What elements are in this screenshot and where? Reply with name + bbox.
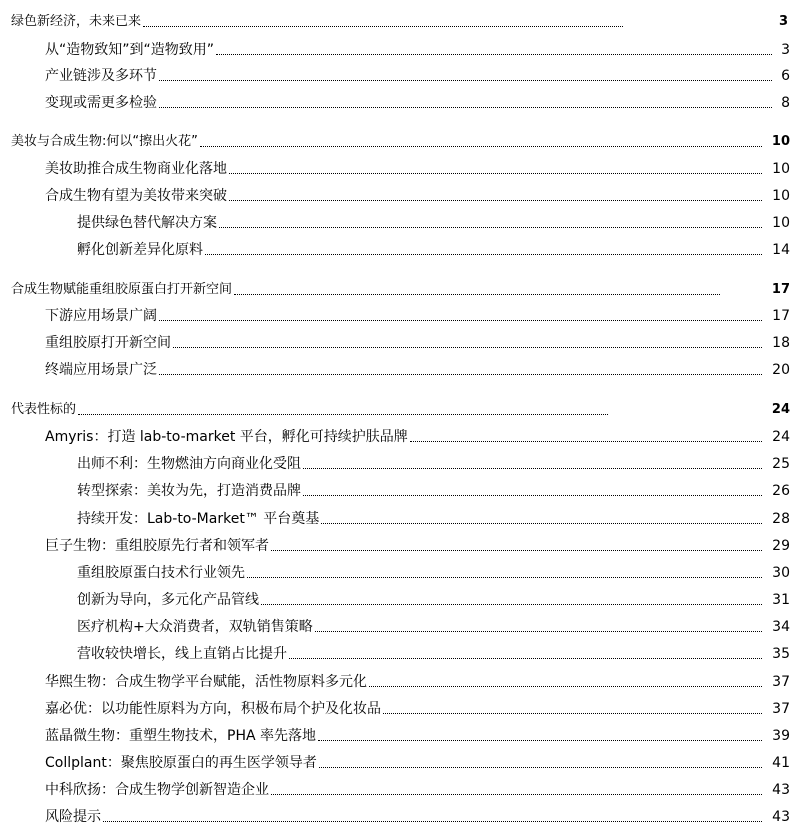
toc-entry-page: 18 xyxy=(772,335,790,351)
toc-entry[interactable] xyxy=(0,211,802,231)
toc-leader xyxy=(315,631,762,632)
toc-entry-page: 24 xyxy=(771,402,790,417)
toc-leader xyxy=(219,227,762,228)
toc-entry-page: 24 xyxy=(772,429,790,445)
toc-leader xyxy=(289,658,762,659)
toc-leader xyxy=(159,80,772,81)
toc-entry-page: 28 xyxy=(772,511,790,527)
toc-leader xyxy=(229,173,762,174)
toc-entry[interactable] xyxy=(0,425,802,445)
toc-leader xyxy=(247,577,762,578)
toc-entry[interactable] xyxy=(0,724,802,744)
toc-entry[interactable] xyxy=(0,10,802,30)
toc-entry-title: Amyris：打造 lab-to-market 平台，孵化可持续护肤品牌 xyxy=(45,429,408,445)
toc-leader xyxy=(173,347,762,348)
toc-entry-page: 35 xyxy=(772,646,790,662)
toc-entry[interactable] xyxy=(0,805,802,825)
toc-entry-title: 医疗机构+大众消费者，双轨销售策略 xyxy=(77,619,313,635)
toc-entry-title: 美妆与合成生物:何以“擦出火花” xyxy=(11,134,198,149)
toc-entry-title: 重组胶原蛋白技术行业领先 xyxy=(77,565,245,581)
toc-leader xyxy=(303,495,762,496)
toc-entry-page: 20 xyxy=(772,362,790,378)
toc-entry[interactable] xyxy=(0,615,802,635)
toc-entry-page: 34 xyxy=(772,619,790,635)
toc-entry-page: 29 xyxy=(772,538,790,554)
toc-leader xyxy=(369,686,762,687)
toc-leader xyxy=(261,604,762,605)
toc-entry-page: 41 xyxy=(772,755,790,771)
toc-entry-page: 14 xyxy=(772,242,790,258)
toc-leader xyxy=(271,794,762,795)
toc-entry[interactable] xyxy=(0,130,802,150)
toc-entry-title: 代表性标的 xyxy=(11,402,77,417)
toc-entry-title: 转型探索：美妆为先，打造消费品牌 xyxy=(77,483,301,499)
toc-entry-title: 中科欣扬：合成生物学创新智造企业 xyxy=(45,782,269,798)
toc-entry-title: 营收较快增长，线上直销占比提升 xyxy=(77,646,287,662)
toc-entry[interactable] xyxy=(0,507,802,527)
toc-entry-title: 风险提示 xyxy=(45,809,101,825)
toc-entry-title: Collplant：聚焦胶原蛋白的再生医学领导者 xyxy=(45,755,317,771)
toc-entry[interactable] xyxy=(0,91,802,111)
toc-entry-page: 37 xyxy=(772,674,790,690)
toc-entry-page: 10 xyxy=(772,188,790,204)
toc-entry[interactable] xyxy=(0,184,802,204)
toc-entry[interactable] xyxy=(0,670,802,690)
toc-entry[interactable] xyxy=(0,479,802,499)
toc-entry-title: 合成生物有望为美妆带来突破 xyxy=(45,188,227,204)
toc-entry[interactable] xyxy=(0,331,802,351)
toc-leader xyxy=(410,441,762,442)
toc-entry-page: 17 xyxy=(772,308,790,324)
toc-entry-title: 出师不利：生物燃油方向商业化受阻 xyxy=(77,456,301,472)
toc-entry-page: 3 xyxy=(781,42,790,58)
toc-entry-title: 华熙生物：合成生物学平台赋能，活性物原料多元化 xyxy=(45,674,367,690)
toc-entry[interactable] xyxy=(0,452,802,472)
toc-leader xyxy=(303,468,762,469)
toc-entry[interactable] xyxy=(0,238,802,258)
toc-entry-title: 合成生物赋能重组胶原蛋白打开新空间 xyxy=(11,282,233,297)
toc-entry-page: 30 xyxy=(772,565,790,581)
toc-leader xyxy=(159,107,772,108)
toc-leader xyxy=(143,26,623,27)
toc-entry-title: 从“造物致知”到“造物致用” xyxy=(45,42,215,58)
toc-entry[interactable] xyxy=(0,588,802,608)
toc-leader xyxy=(200,146,762,147)
toc-entry-page: 43 xyxy=(772,782,790,798)
toc-leader xyxy=(234,294,720,295)
toc-entry-page: 3 xyxy=(778,14,788,29)
toc-entry[interactable] xyxy=(0,358,802,378)
toc-entry-page: 10 xyxy=(771,134,790,149)
toc-leader xyxy=(159,374,762,375)
toc-entry-title: 提供绿色替代解决方案 xyxy=(77,215,217,231)
toc-entry-page: 37 xyxy=(772,701,790,717)
toc-leader xyxy=(319,767,762,768)
toc-entry-page: 17 xyxy=(771,282,790,297)
toc-leader xyxy=(205,254,762,255)
toc-entry[interactable] xyxy=(0,778,802,798)
toc-entry-title: 下游应用场景广阔 xyxy=(45,308,157,324)
toc-leader xyxy=(321,523,762,524)
toc-entry-title: 重组胶原打开新空间 xyxy=(45,335,171,351)
toc-entry-title: 绿色新经济，未来已来 xyxy=(11,14,142,29)
toc-entry[interactable] xyxy=(0,697,802,717)
toc-entry-title: 巨子生物：重组胶原先行者和领军者 xyxy=(45,538,269,554)
toc-leader xyxy=(383,713,762,714)
toc-entry-title: 变现或需更多检验 xyxy=(45,95,157,111)
toc-entry[interactable] xyxy=(0,64,802,84)
toc-entry-title: 孵化创新差异化原料 xyxy=(77,242,203,258)
toc-entry[interactable] xyxy=(0,642,802,662)
toc-entry-page: 31 xyxy=(772,592,790,608)
toc-leader xyxy=(78,414,608,415)
toc-leader xyxy=(271,550,762,551)
toc-leader xyxy=(216,54,772,55)
toc-entry-title: 产业链涉及多环节 xyxy=(45,68,157,84)
toc-entry[interactable] xyxy=(0,751,802,771)
toc-entry[interactable] xyxy=(0,304,802,324)
toc-entry-title: 蓝晶微生物：重塑生物技术，PHA 率先落地 xyxy=(45,728,316,744)
toc-leader xyxy=(229,200,762,201)
toc-entry-title: 美妆助推合成生物商业化落地 xyxy=(45,161,227,177)
toc-leader xyxy=(159,320,762,321)
toc-entry-page: 10 xyxy=(772,161,790,177)
toc-entry-page: 43 xyxy=(772,809,790,825)
toc-entry[interactable] xyxy=(0,38,802,58)
toc-entry[interactable] xyxy=(0,398,802,418)
toc-entry-page: 8 xyxy=(781,95,790,111)
toc-entry[interactable] xyxy=(0,561,802,581)
toc-entry-page: 26 xyxy=(772,483,790,499)
toc-entry-page: 25 xyxy=(772,456,790,472)
toc-entry-page: 10 xyxy=(772,215,790,231)
toc-entry-title: 终端应用场景广泛 xyxy=(45,362,157,378)
toc-entry[interactable] xyxy=(0,534,802,554)
toc-entry-title: 创新为导向，多元化产品管线 xyxy=(77,592,259,608)
toc-entry-title: 持续开发：Lab-to-Market™ 平台奠基 xyxy=(77,511,320,527)
toc-leader xyxy=(318,740,762,741)
toc-leader xyxy=(103,821,762,822)
toc-entry-page: 39 xyxy=(772,728,790,744)
toc-entry-title: 嘉必优：以功能性原料为方向，积极布局个护及化妆品 xyxy=(45,701,381,717)
toc-entry-page: 6 xyxy=(781,68,790,84)
toc-entry[interactable] xyxy=(0,157,802,177)
toc-entry[interactable] xyxy=(0,278,802,298)
